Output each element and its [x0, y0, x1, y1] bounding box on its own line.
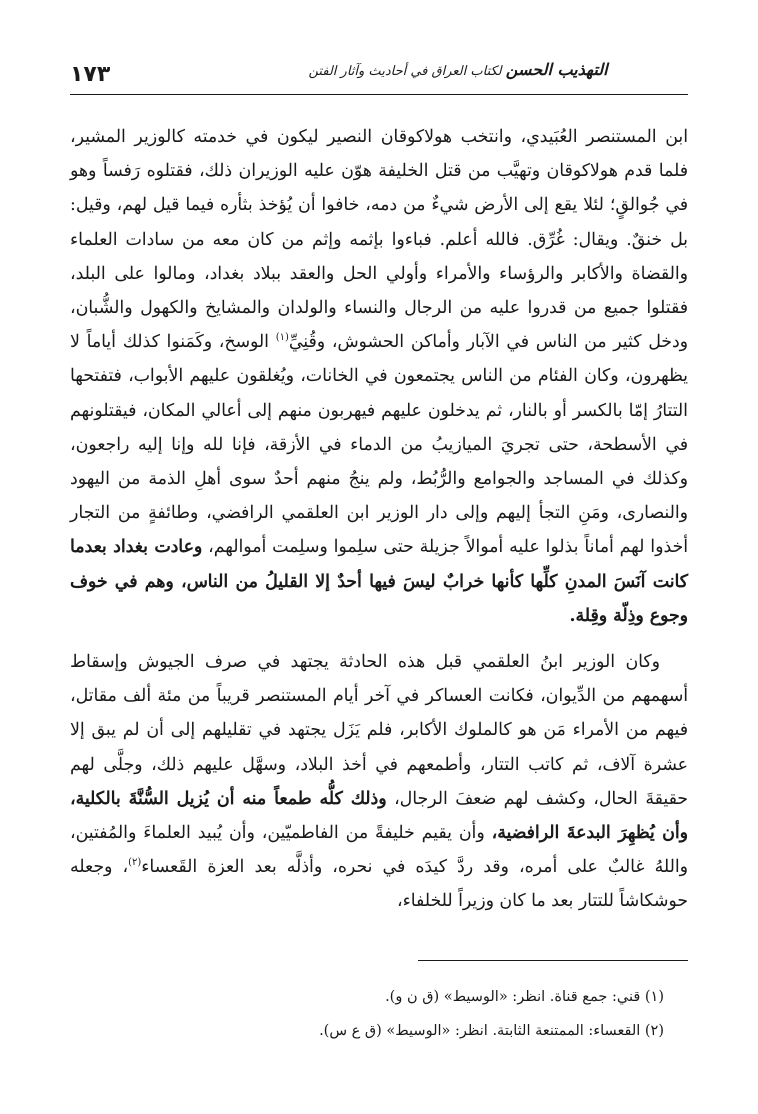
running-title-sub: لكتاب العراق في أحاديث وآثار الفتن	[308, 64, 502, 79]
paragraph-2	[70, 645, 688, 919]
paragraph-1-bold: وعادت بغداد بعدما كانت آنَسَ المدنِ كلِّها كأنها خرابٌ ليسَ فيها أحدٌ إلا القليلُ من الناس، وهم في خوف وجوع وذِلّة وقِلة.	[70, 537, 688, 626]
running-title-main: التهذيب الحسن	[505, 60, 608, 79]
paragraph-2-text-a: وكان الوزير ابنُ العلقمي قبل هذه الحادثة يجتهد في صرف الجيوش وإسقاط أسهمهم من الدِّيوان، فكانت العساكر في آخر أيام المستنصر قريباً من مئة ألف مقاتل، فيهم من الأمراء مَن هو كالملوك الأكابر، فلم يَزَل يجتهد في تقليلهم إلى أن لم يبق إلا عشرة آلاف، ثم كاتب التتار، وأطمعهم في أخذ البلاد، وسهَّل عليهم ذلك، وجلَّى لهم حقيقةَ الحال، وكشف لهم ضعفَ الرجال،	[70, 652, 688, 809]
page-number: ١٧٣	[70, 62, 111, 87]
main-text	[70, 120, 688, 919]
paragraph-1-text-a: ابن المستنصر العُبَيدي، وانتخب هولاكوقان النصير ليكون في خدمته كالوزير المشير، فلما قدم هولاكوقان وتهيَّب من قتل الخليفة هوّن عليه الوزيران ذلك، فقتلوه رَفساً وهو في جُوالقٍ؛ لئلا يقع إلى الأرض شيءٌ من دمه، خافوا أن يُؤخذ بثأره فيما قيل لهم، وقيل: بل خنقٌ. ويقال: غُرِّق. فالله أعلم. فباءوا بإثمه وإثم من كان معه من سادات العلماء والقضاة والأكابر والرؤساء والأمراء وأولي الحل والعقد ببلاد بغداد، ومالوا على البلد، فقتلوا جميع من قدروا عليه من الرجال والنساء والولدان والمشايخ والكهول والشُّبان، ودخل كثير من الناس في الآبار وأماكن الحشوش، وقُنِيِّ	[70, 127, 689, 353]
paragraph-1-text-b: الوسخ، وكَمَنوا كذلك أياماً لا يظهرون، وكان الفئام من الناس يجتمعون في الخانات، ويُغلقون عليهم الأبواب، فتفتحها التتارُ إمّا بالكسر أو بالنار، ثم يدخلون عليهم فيهربون منهم إلى أعالي المكان، فيقتلونهم في الأسطحة، حتى تجريَ الميازيبُ من الدماء في الأزقة، فإنا لله وإنا إليه راجعون، وكذلك في المساجد والجوامع والرُّبُط، ولم ينجُ منهم أحدٌ سوى أهلِ الذمة من اليهود والنصارى، ومَنِ التجأ إليهم وإلى دار الوزير ابن العلقمي الرافضي، وطائفةٍ من التجار أخذوا لهم أماناً بذلوا عليه أموالاً جزيلة حتى سلِموا وسلِمت أموالهم،	[70, 332, 689, 558]
page-header	[70, 60, 688, 90]
paragraph-2-bold: وذلك كلُّه طمعاً منه أن يُزيل السُّنَّةَ بالكلية، وأن يُظهِرَ البدعةَ الرافضية،	[70, 788, 688, 844]
footnote-1: (١) قني: جمع قناة. انظر: «الوسيط» (ق ن و).	[385, 989, 664, 1005]
running-title	[228, 60, 688, 79]
paragraph-2-text-c: ، وجعله حوشكاشاً للتتار بعد ما كان وزيراً للخلفاء،	[70, 857, 688, 912]
footnote-ref-1: (١)	[275, 332, 289, 344]
footnotes	[70, 980, 664, 1048]
header-divider	[70, 94, 688, 95]
footnote-divider	[418, 960, 688, 961]
paragraph-1	[70, 120, 688, 633]
footnote-2: (٢) القعساء: الممتنعة الثابتة. انظر: «الوسيط» (ق ع س).	[319, 1023, 664, 1039]
paragraph-2-text-b: وأن يقيم خليفةً من الفاطميّين، وأن يُبيد العلماءَ والمُفتين، واللهُ غالبٌ على أمره، وقد ردَّ كيدَه في نحره، وأذلَّه بعد العزة القَعساء	[70, 823, 688, 878]
footnote-ref-2: (٢)	[128, 857, 142, 869]
